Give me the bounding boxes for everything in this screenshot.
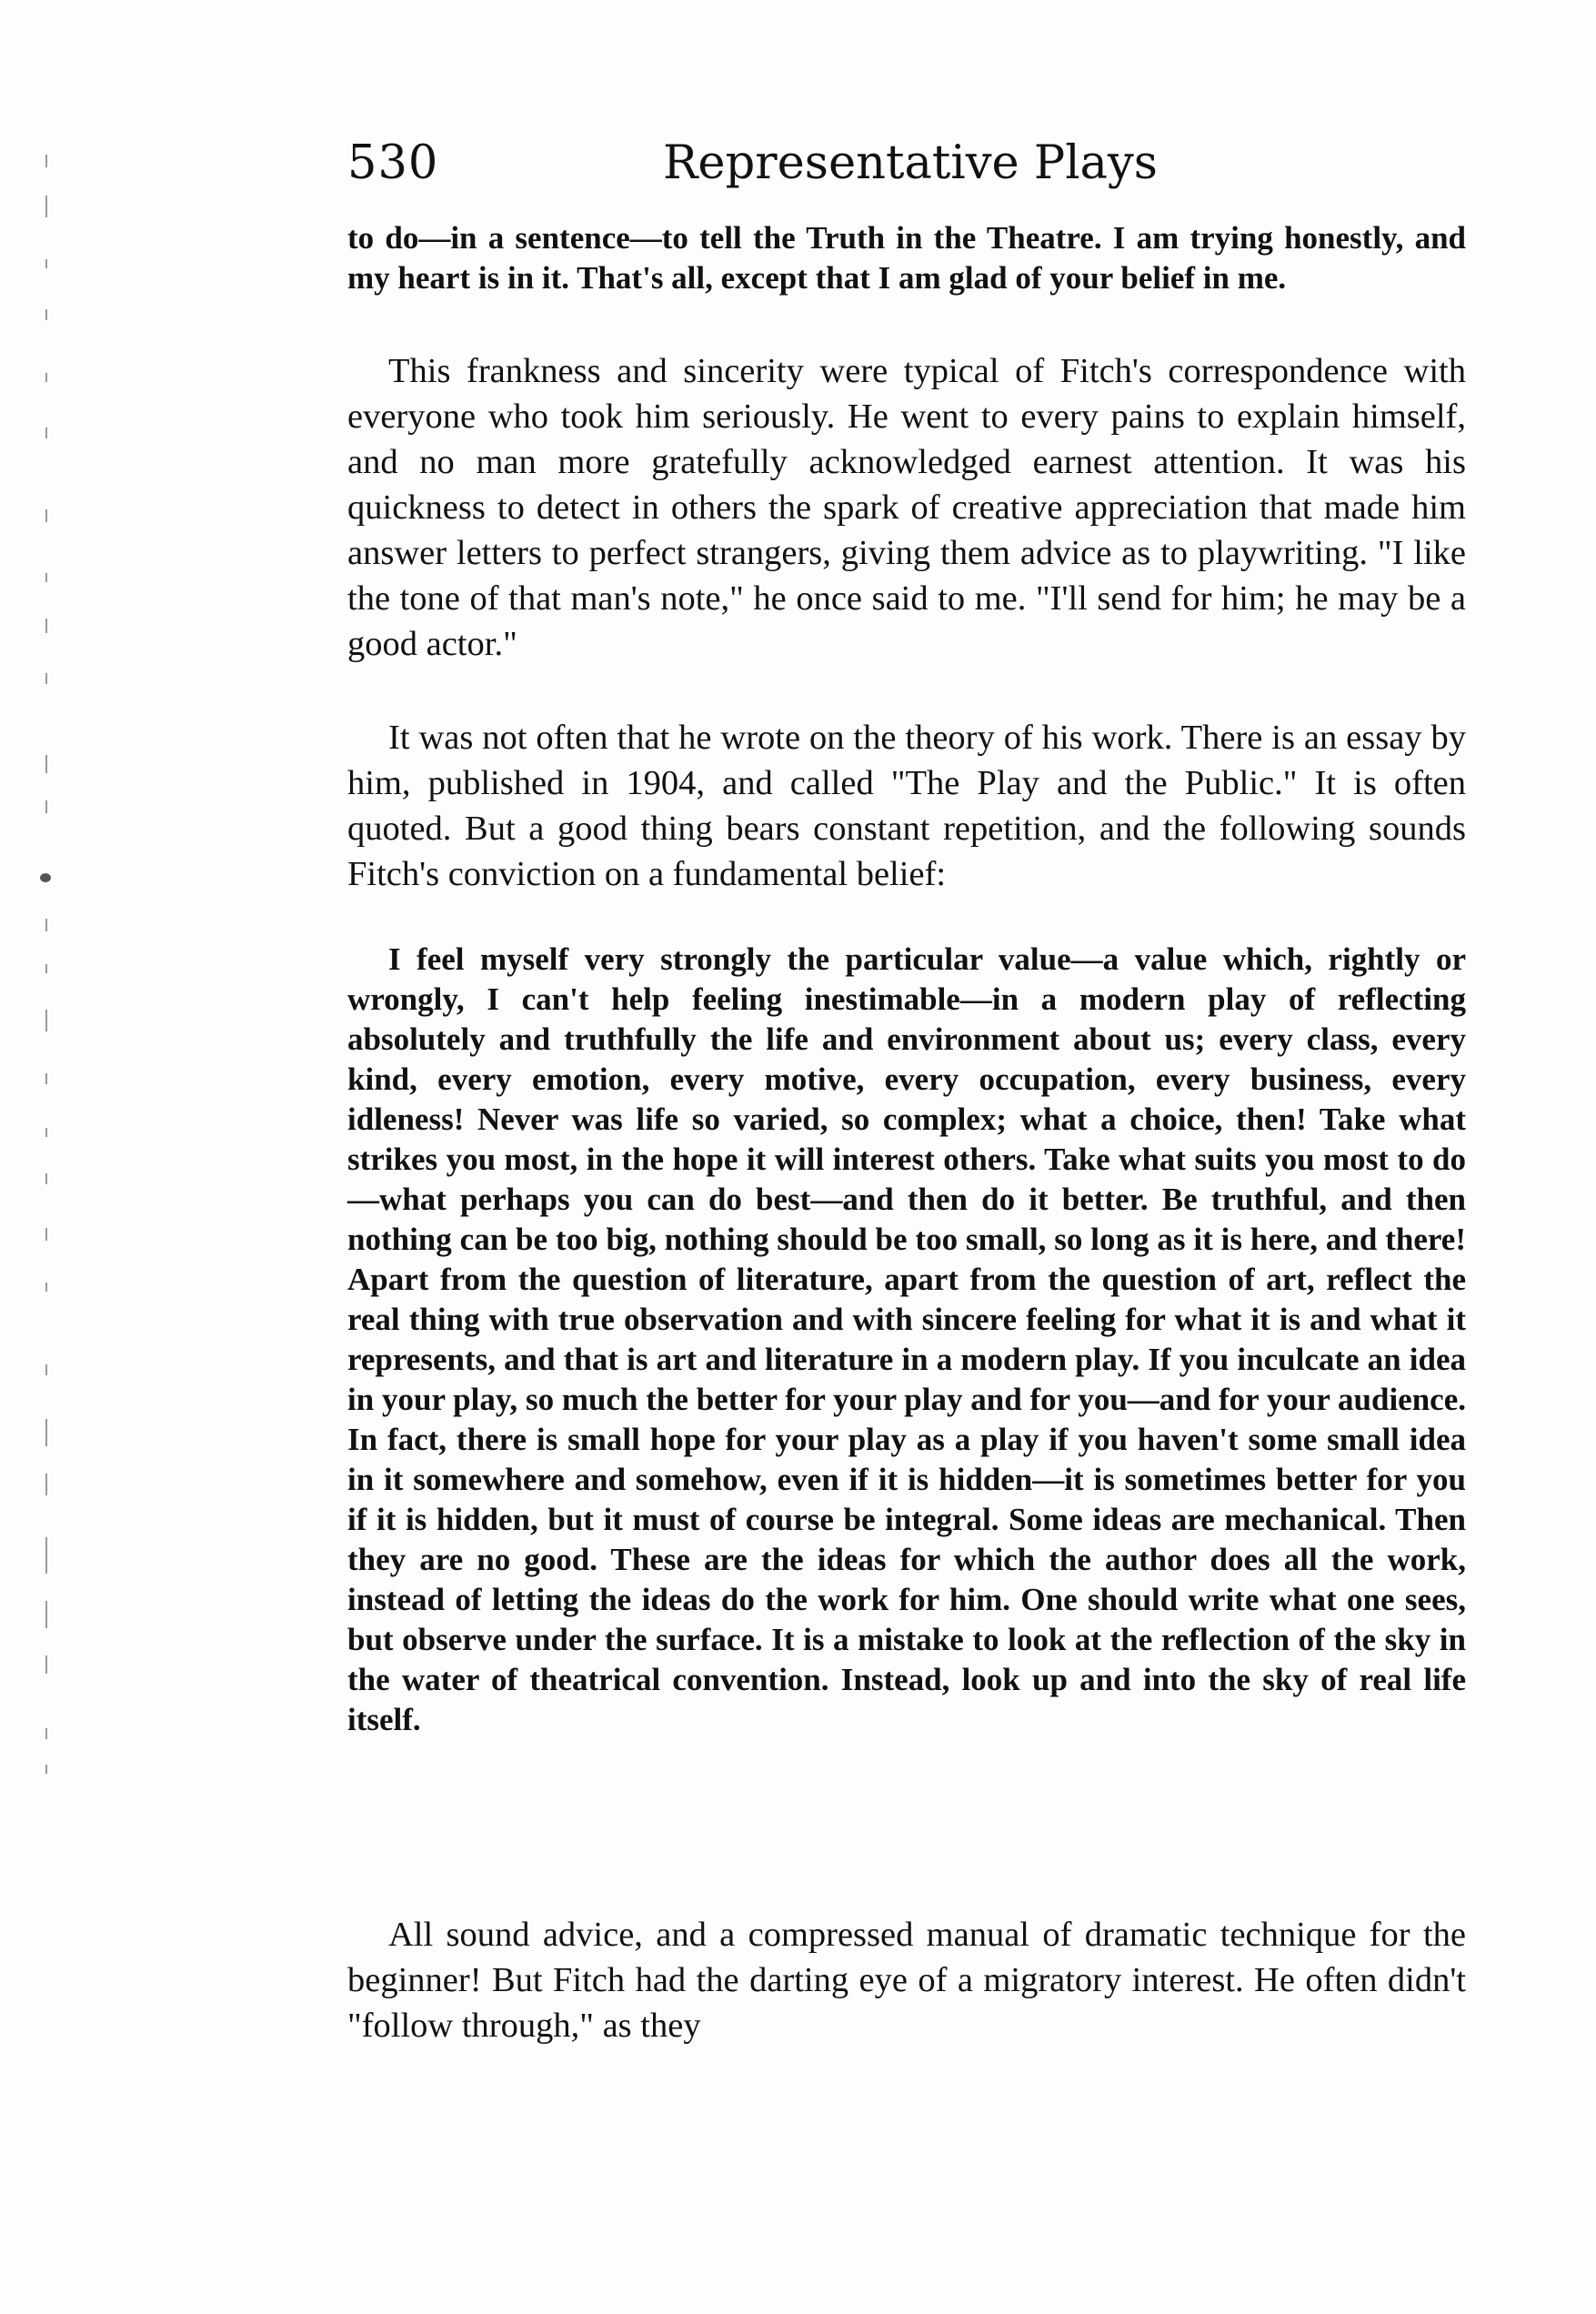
opening-quote-continuation [347, 218, 1466, 298]
opening-paragraph: to do—in a sentence—to tell the Truth in the Theatre. I am trying honestly, and my heart is in it. That's all, except that I am glad of your belief in me. [347, 220, 1466, 296]
body-paragraph-2 [347, 715, 1466, 897]
paragraph-text: This frankness and sincerity were typical of Fitch's correspondence with everyone who took him seriously. He went to every pains to explain himself, and no man more gratefully acknowledged earnest attention. It was his quickness to detect in others the spark of creative appreciation that made him answer letters to perfect strangers, giving them advice as to playwriting. "I like the tone of that man's note," he once said to me. "I'll send for him; he may be a good actor." [347, 352, 1466, 663]
paragraph-text: It was not often that he wrote on the theory of his work. There is an essay by him, published in 1904, and called "The Play and the Public." It is often quoted. But a good thing bears constant repetition, and the following sounds Fitch's conviction on a fundamental belief: [347, 719, 1466, 893]
quotation-text: I feel myself very strongly the particular value—a value which, rightly or wrongly, I can't help feeling inestimable—in a modern play of reflecting absolutely and truthfully the life and environment about us; every class, every kind, every emotion, every motive, every occupation, every business, every idleness! Never was life so varied, so complex; what a choice, then! Take what strikes you most, in the hope it will interest others. Take what suits you most to do—what perhaps you can do best—and then do it better. Be truthful, and then nothing can be too big, nothing should be too small, so long as it is here, and there! Apart from the question of literature, apart from the question of art, reflect the real thing with true observation and with sincere feeling for what it is and what it represents, and that is art and literature in a modern play. If you inculcate an idea in your play, so much the better for your play and for you—and for your audience. In fact, there is small hope for your play as a play if you haven't some small idea in it somewhere and somehow, even if it is hidden—it is sometimes better for you if it is hidden, but it must of course be integral. Some ideas are mechanical. Then they are no good. These are the ideas for which the author does all the work, instead of letting the ideas do the work for him. One should write what one sees, but observe under the surface. It is a mistake to look at the reflection of the sky in the water of theatrical convention. Instead, look up and into the sky of real life itself. [347, 941, 1466, 1737]
body-paragraph-1 [347, 348, 1466, 667]
running-header [347, 136, 1466, 200]
block-quotation [347, 940, 1466, 1740]
body-paragraph-3 [347, 1912, 1466, 2048]
page-number: 530 [347, 136, 439, 190]
running-title: Representative Plays [663, 136, 1158, 190]
paragraph-text: All sound advice, and a compressed manual of dramatic technique for the beginner! But Fitch had the darting eye of a migratory interest. He often didn't "follow through," as they [347, 1916, 1466, 2045]
